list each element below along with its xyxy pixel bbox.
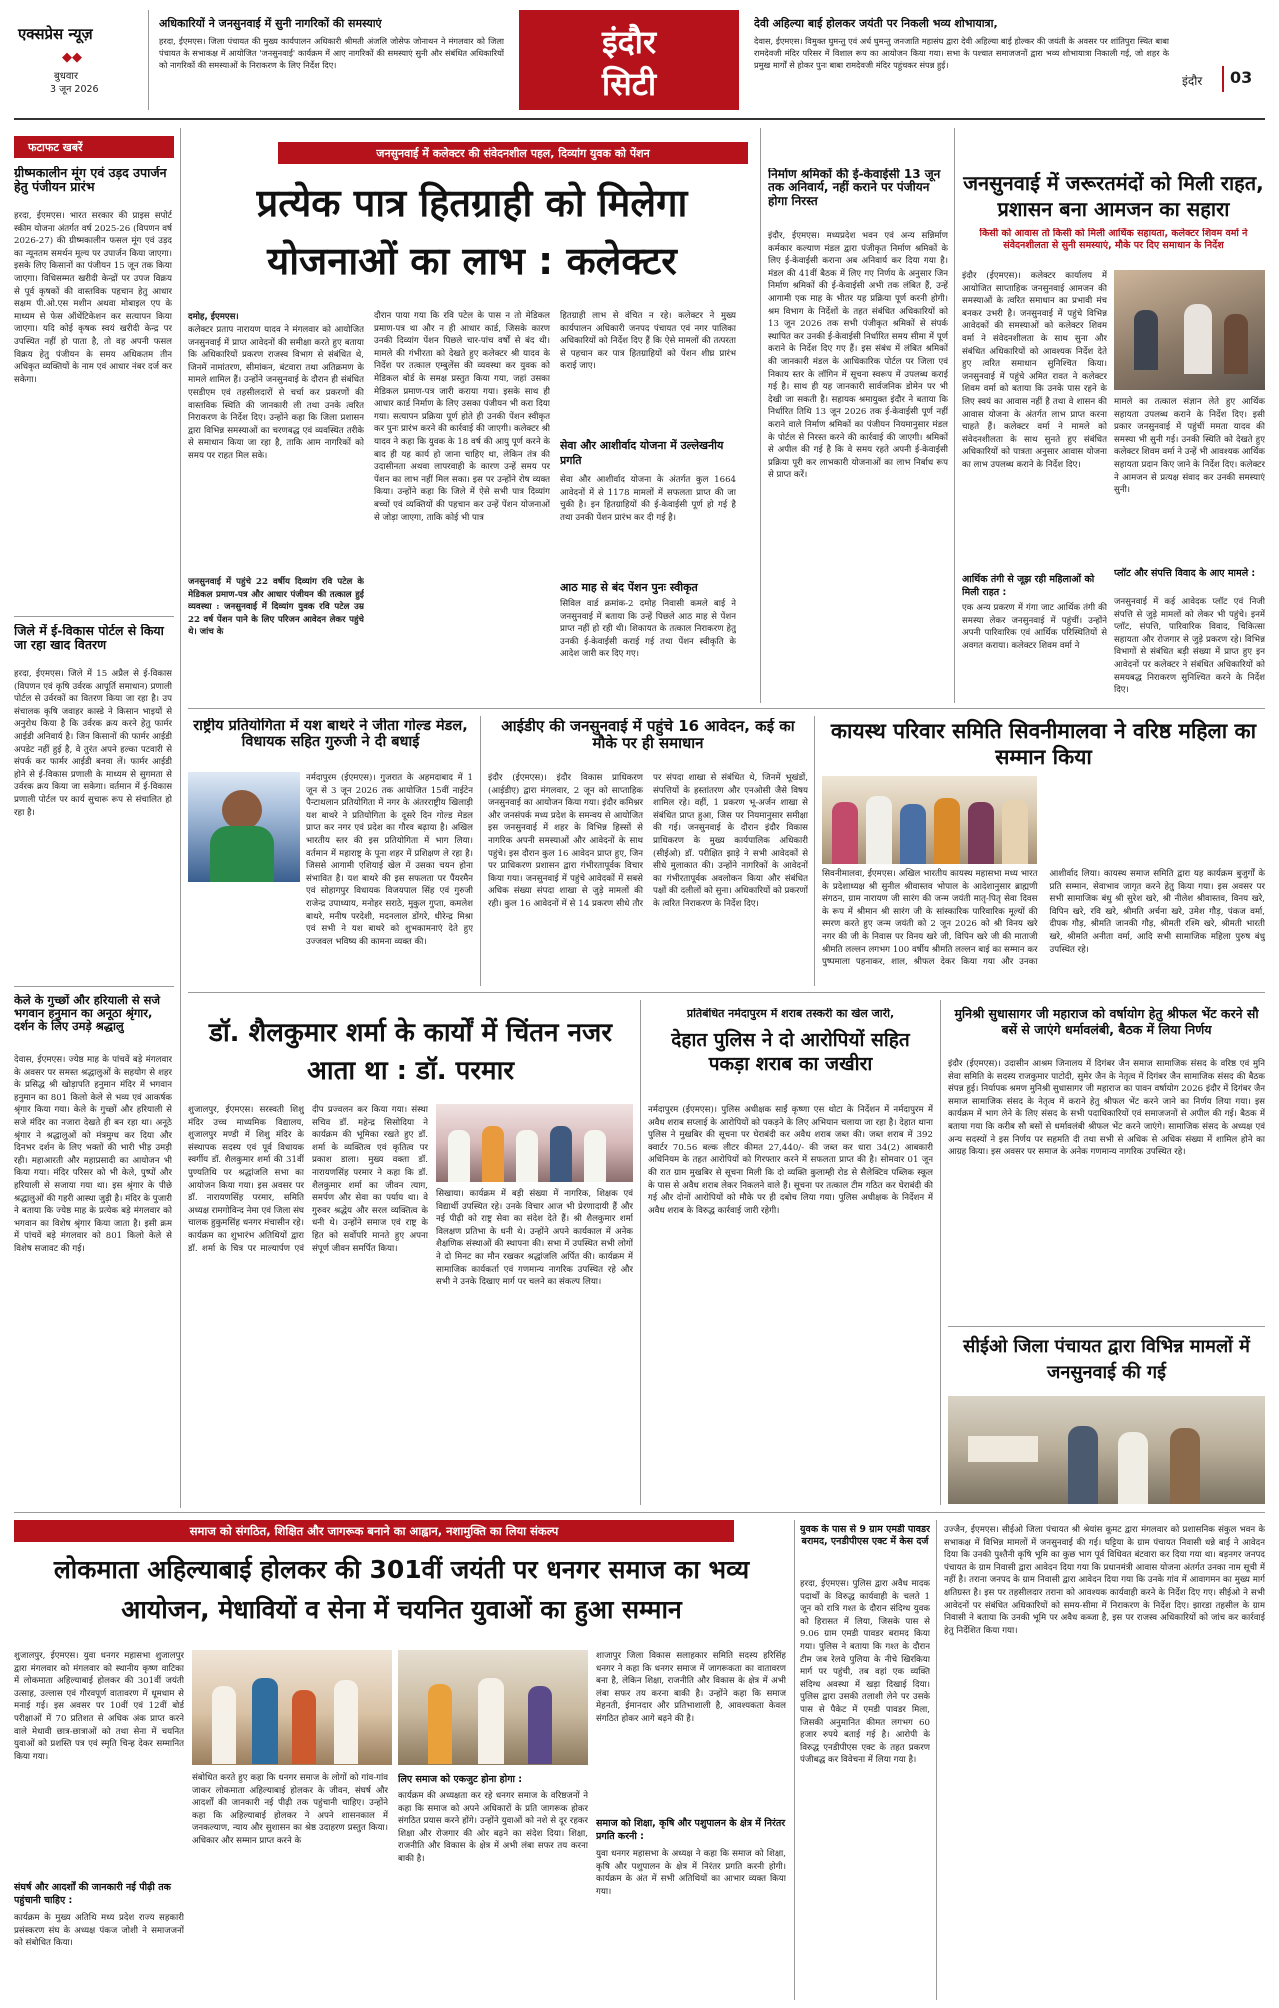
- bottom-col1-sub: संघर्ष और आदर्शों की जानकारी नई पीढ़ी तक पहुंचानी चाहिए :: [14, 1882, 171, 1906]
- paper-name: एक्सप्रेस न्यूज़: [18, 25, 93, 43]
- teaser-left: [159, 10, 504, 110]
- shail-headline: डॉ. शैलकुमार शर्मा के कार्यों में चिंतन नजर आता था : डॉ. परमार: [209, 1018, 612, 1086]
- lead-kicker: जनसुनवाई में कलेक्टर की संवेदनशील पहल, दिव्यांग युवक को पेंशन: [376, 147, 650, 160]
- lead-col1b: जनसुनवाई में पहुंचे 22 वर्षीय दिव्यांग रवि पटेल के मेडिकल प्रमाण-पत्र और आधार पंजीयन की तत्काल हुई व्यवस्था : जनसुनवाई में दिव्यांग युवक रवि पटेल उम्र 22 वर्ष पेंशन पाने के लिए परिजन आवेदन लेकर पहुंचे थे। जांच के: [188, 577, 364, 638]
- lead-col3: हितग्राही लाभ से वंचित न रहे। कलेक्टर ने मुख्य कार्यपालन अधिकारी जनपद पंचायत एवं नगर पालिका अधिकारियों को निर्देश दिए हैं कि ऐसे मामलों की तत्परता से पहचान कर पात्र हितग्राहियों को पेंशन शीघ्र प्रारंभ कराई जाए।: [560, 311, 736, 372]
- ceo-text: उज्जैन, ईएमएस। सीईओ जिला पंचायत श्री श्रेयांस कूमट द्वारा मंगलवार को प्रशासनिक संकुल भवन के सभाकक्ष में विभिन्न मामलों में जनसुनवाई की गई। घट्टिया के ग्राम पंचायत निवासी धन्ने बाई ने आवेदन दिया कि उनकी पुश्तैनी कृषि भूमि का कुछ भाग पूर्व विधिवत बंटवारा कर दिया गया था। बड़नगर जनपद पंचायत के ग्राम निवासी द्वारा आवेदन दिया गया कि प्रधानमंत्री आवास योजना अंतर्गत उनका नाम सूची में नहीं है। तराना जनपद के ग्राम निवासी द्वारा आवेदन दिया गया कि उनके गांव में आवागमन का मुख्य मार्ग क्षतिग्रस्त है। इस पर तहसीलदार तराना को आवश्यक कार्यवाही करने के निर्देश दिए गए। सीईओ ने सभी आवेदनों पर संबंधित अधिकारियों को समय-सीमा में निराकरण के निर्देश दिए। झारडा तहसील के ग्राम निवासी ने बताया कि उनकी भूमि पर अवैध कब्जा है, इस पर राजस्व अधिकारियों को जांच कर कार्रवाई हेतु निर्देशित किया गया।: [944, 1525, 1265, 1636]
- bottom-band-text: समाज को संगठित, शिक्षित और जागरूक बनाने का आह्वान, नशामुक्ति का लिया संकल्प: [189, 1524, 559, 1538]
- ida-text: इंदौर (ईएमएस)। इंदौर विकास प्राधिकरण (आईडीए) द्वारा मंगलवार, 2 जून को साप्ताहिक जनसुनवाई का आयोजन किया गया। इंदौर कमिश्नर और जनसंपर्क मध्य प्रदेश के समन्वय से आयोजित इस जनसुनवाई में शहर के विभिन्न हिस्सों से नागरिक अपनी समस्याओं और आवेदनों के साथ पहुंचे। इस दौरान कुल 16 आवेदन प्राप्त हुए, जिन पर प्राधिकरण प्रशासन द्वारा गंभीरतापूर्वक विचार किया गया। जनसुनवाई में पहुंचे आवेदकों में सबसे अधिक संख्या संपदा शाखा से जुड़े मामलों की रही। कुल 16 आवेदनों में से 14 प्रकरण सीधे तौर पर संपदा शाखा से संबंधित थे, जिनमें भूखंडों, संपत्तियों के हस्तांतरण और एनओसी जैसे विषय शामिल रहे। वहीं, 1 प्रकरण भू-अर्जन शाखा से संबंधित प्राप्त हुआ, जिस पर नियमानुसार समीक्षा की गई। जनसुनवाई के दौरान इंदौर विकास प्राधिकरण के मुख्य कार्यपालिक अधिकारी (सीईओ) डॉ. परीक्षित झाड़े ने सभी आवेदकों से सीधे मुलाकात की। उन्होंने नागरिकों के आवेदनों का गंभीरतापूर्वक अवलोकन किया और संबंधित पक्षों की दलीलों को सुना। अधिकारियों को प्रकरणों के त्वरित निराकरण के निर्देश दिए।: [488, 773, 808, 909]
- bottom-col1-sub-text: कार्यक्रम के मुख्य अतिथि मध्य प्रदेश राज्य सहकारी प्रसंस्करण संघ के अध्यक्ष पंकज जोशी ने समाजजनों को संबोधित किया।: [14, 1913, 184, 1949]
- lead-headline: प्रत्येक पात्र हितग्राही को मिलेगा योजनाओं का लाभ : कलेक्टर: [256, 181, 688, 283]
- gold-text: नर्मदापुरम (ईएमएस)। गुजरात के अहमदाबाद में 1 जून से 3 जून 2026 तक आयोजित 15वीं नाईटेन पैन्टाथलान प्रतियोगिता में नगर के अंतरराष्ट्रीय खिलाड़ी यश बाथरे ने प्रतियोगिता के दूसरे दिन गोल्ड मेडल प्राप्त कर नगर एवं प्रदेश का गौरव बढ़ाया है। अखिल भारतीय स्तर की इस प्रतियोगिता में भाग लिया। वर्तमान में महाराष्ट्र के पूना शहर में प्रशिक्षण ले रहा है। जिससे आगामी एशियाई खेल में उसका चयन होना संभावित है। यश बाथरे की इस सफलता पर पैंयरमैन एवं सोहागपुर विधायक विजयपाल सिंह एवं गुरुजी राजेन्द्र उपाध्याय, मनोहर सराठे, मुकुल गुप्ता, कमलेश बाथरे, मनीष परदेशी, मदनलाल डोंगरे, धीरेन्द्र मिश्रा एवं सभी ने यश बाथरे को शुभकामनाएं देते हुए उज्जवल भविष्य की कामना व्यक्त की।: [306, 773, 473, 947]
- left-story1-title: ग्रीष्मकालीन मूंग एवं उड़द उपार्जन हेतु पंजीयन प्रारंभ: [14, 166, 167, 194]
- kayastha-photo: [822, 776, 1037, 864]
- gold-headline: राष्ट्रीय प्रतियोगिता में यश बाथरे ने जीता गोल्ड मेडल, विधायक सहित गुरुजी ने दी बधाई: [193, 718, 468, 751]
- story-labour-ekyc: [768, 128, 948, 703]
- kayastha-headline: कायस्थ परिवार समिति सिवनीमालवा ने वरिष्ठ महिला का सम्मान किया: [830, 719, 1257, 769]
- liquor-headline: देहात पुलिस ने दो आरोपियों सहित पकड़ा शराब का जखीरा: [671, 1029, 910, 1075]
- story-shailkumar: [188, 1000, 633, 1505]
- lead-col3-sub1: सेवा और आशीर्वाद योजना में उल्लेखनीय प्रगति: [560, 439, 724, 467]
- lead-kicker-band: [278, 142, 748, 164]
- bottom-col2-text2: कार्यक्रम की अध्यक्षता कर रहे धनगर समाज के वरिष्ठजनों ने कहा कि समाज को अपने अधिकारों के प्रति जागरूक होकर संगठित प्रयास करने होंगे। उन्होंने युवाओं को नशे से दूर रहकर शिक्षा और रोजगार की ओर बढ़ने का संदेश दिया। शिक्षा, राजनीति और विकास के क्षेत्र में अभी लंबा सफर तय करना बाकी है।: [398, 1791, 588, 1864]
- masthead-left: [14, 10, 149, 110]
- hearing-text4: जनसुनवाई में कई आवेदक प्लॉट एवं निजी संपत्ति से जुड़े मामलों को लेकर भी पहुंचे। इनमें प्लॉट, संपत्ति, पारिवारिक विवाद, चिकित्सा सहायता और रोजगार से जुड़े प्रकरण रहे। विभिन्न विभागों से संबंधित बड़ी संख्या में प्राप्त हुए इन आवेदनों पर कलेक्टर ने संबंधित अधिकारियों को समयबद्ध निराकरण सुनिश्चित करने के निर्देश दिए।: [1114, 597, 1265, 696]
- diamond-icon: ◆◆: [62, 50, 82, 65]
- lead-col2: दौरान पाया गया कि रवि पटेल के पास न तो मेडिकल प्रमाण-पत्र था और न ही आधार कार्ड, जिसके कारण उनकी दिव्यांग पेंशन पिछले चार-पांच वर्षों से बंद थी। मामले की गंभीरता को देखते हुए कलेक्टर श्री यादव के निर्देश पर तत्काल एम्बुलेंस की व्यवस्था कर युवक को मेडिकल बोर्ड के समक्ष प्रस्तुत किया गया, जहां उसका मेडिकल प्रमाण-पत्र जारी कराया गया। इसके साथ ही आधार कार्ड निर्माण के लिए उसका पंजीयन भी करा दिया गया। सत्यापन प्रक्रिया पूर्ण होते ही उनकी पेंशन स्वीकृत कर पुनः प्रारंभ करने की कार्रवाई की जाएगी। कलेक्टर श्री यादव ने कहा कि युवक के 18 वर्ष की आयु पूर्ण करने के बाद ही यह कार्य हो जाना चाहिए था, लेकिन तंत्र की उदासीनता अथवा लापरवाही के कारण उन्हें समय पर पेंशन का लाभ नहीं मिल सका। इस पर उन्होंने रोष व्यक्त किया। उन्होंने कहा कि जिले में ऐसे सभी पात्र दिव्यांग बच्चों एवं व्यक्तियों की पहचान कर उन्हें पेंशन योजनाओं से जोड़ा जाएगा, ताकि कोई भी पात्र: [374, 311, 550, 523]
- hearing-sub1: आर्थिक तंगी से जूझ रही महिलाओं को मिली राहत :: [962, 574, 1095, 598]
- lead-dateline: दमोह, ईएमएस।: [188, 312, 239, 322]
- page-number: 03: [1230, 68, 1253, 87]
- hearing-sub2: प्लॉट और संपत्ति विवाद के आए मामले :: [1114, 568, 1256, 579]
- hearing-headline: जनसुनवाई में जरूरतमंदों को मिली राहत, प्रशासन बना आमजन का सहारा: [963, 171, 1264, 221]
- teaser-right-text: देवास, ईएमएस। विमुक्त घुमन्तु एवं अर्ध घुमन्तु जनजाति महासंघ द्वारा देवी अहिल्या बाई होल्कर की जयंती के अवसर पर शांतिपुरा स्थित बाबा रामदेवजी मंदिर परिसर में विशाल रूप का आयोजन किया गया। सभा के पश्चात समाजजनों द्वारा भव्य शोभायात्रा निकाली गई, जो शहर के प्रमुख मार्गों से होकर पुनः बाबा रामदेवजी मंदिर पहुंचकर संपन्न हुई।: [754, 36, 1169, 70]
- bottom-col2: संबोधित करते हुए कहा कि धनगर समाज के लोगों को गांव-गांव जाकर लोकमाता अहिल्याबाई होलकर के जीवन, संघर्ष और आदर्शों की जानकारी नई पीढ़ी तक पहुंचानी चाहिए। उन्होंने कहा कि अहिल्याबाई होलकर ने अपने शासनकाल में जनकल्याण, न्याय और सुशासन का श्रेष्ठ उदाहरण प्रस्तुत किया। अधिकार और सम्मान प्राप्त करने के: [192, 1773, 388, 1846]
- teaser-right-title: देवी अहिल्या बाई होलकर जयंती पर निकली भव्य शोभायात्रा,: [754, 17, 998, 30]
- teaser-left-text: हरदा, ईएमएस। जिला पंचायत की मुख्य कार्यपालन अधिकारी श्रीमती अंजलि जोसेफ जोनाथन ने मंगलवार को जिला पंचायत के सभाकक्ष में आयोजित 'जनसुनवाई' कार्यक्रम में आए नागरिकों की समस्याएं सुनी और संबंधित अधिकारियों को नागरिकों की समस्याओं के निराकरण के लिए निर्देश दिए।: [159, 36, 504, 70]
- police-text: हरदा, ईएमएस। पुलिस द्वारा अवैध मादक पदार्थों के विरुद्ध कार्यवाही के चलते 1 जून को रात्रि गश्त के दौरान संदिग्ध युवक को हिरासत में लिया, जिसके पास से 9.06 ग्राम एमडी पावडर बरामद किया गया। पुलिस ने बताया कि गश्त के दौरान टीम जब रेलवे पुलिया के नीचे खिरकिया मार्ग पर पहुंची, तब वहां एक व्यक्ति संदिग्ध अवस्था में खड़ा दिखाई दिया। पुलिस द्वारा उसकी तलाशी लेने पर उसके पास से पैकेट में एमडी पावडर मिला, जिसकी अनुमानित कीमत लगभग 60 हजार रुपये बताई गई है। आरोपी के विरुद्ध एनडीपीएस एक्ट के तहत प्रकरण पंजीबद्ध कर विवेचना में लिया गया है।: [800, 1579, 930, 1766]
- gold-photo: [188, 772, 300, 882]
- left-column: [14, 128, 174, 1508]
- masthead: [14, 10, 1265, 115]
- police-kicker: युवक के पास से 9 ग्राम एमडी पावडर बरामद, एनडीपीएस एक्ट में केस दर्ज: [800, 1524, 930, 1547]
- story-muni-sudhasagar: [948, 1000, 1265, 1505]
- bottom-col1: शुजालपुर, ईएमएस। युवा धनगर महासभा शुजालपुर द्वारा मंगलवार को मंगलवार को स्थानीय कृष्ण वाटिका में लोकमाता अहिल्याबाई होलकर की 301वीं जयंती उत्साह, उल्लास एवं गौरवपूर्ण वातावरण में धूमधाम से मनाई गई। इस अवसर पर 10वीं एवं 12वीं बोर्ड परीक्षाओं में 70 प्रतिशत से अधिक अंक प्राप्त करने वाले मेधावी छात्र-छात्राओं को तथा सेना में चयनित युवाओं को प्रशस्ति पत्र एवं स्मृति चिन्ह देकर सम्मानित किया गया।: [14, 1651, 184, 1762]
- muni-text: इंदौर (ईएमएस)। उदासीन आश्रम जिनालय में दिगंबर जैन समाज सामाजिक संसद के वरिष्ठ एवं मुनि सेवा समिति के सदस्य राजकुमार पाटोदी, सुमेर जैन के नेतृत्व में दिगंबर जैन सामाजिक संसद की बैठक संपन्न हुई। निर्यापक श्रमण मुनिश्री सुधासागर जी महाराज का पावन वर्षायोग 2026 इंदौर में दिगंबर जैन समाज सामाजिक संसद के नेतृत्व में कराने हेतु श्रीफल भेंट करने जाने का निर्णय लिया गया। इस कार्यक्रम में भाग लेने के लिए संसद के सभी पदाधिकारियों एवं समाजजनों से अपील की गई। बैठक में बताया गया कि करीब सौ बसों से धर्मावलंबी श्रीफल भेंट करने जाएंगे। सामाजिक संसद के अध्यक्ष एवं अन्य सदस्यों ने इस निर्णय पर सहमति दी तथा सभी से अधिक से अधिक संख्या में शामिल होने का आग्रह किया। इस अवसर पर समाज के अनेक गणमान्य नागरिक उपस्थित रहे।: [948, 1059, 1265, 1158]
- lead-col3-text2: सिविल वार्ड क्रमांक-2 दमोह निवासी कमले बाई ने जनसुनवाई में बताया कि उन्हें पिछले आठ माह से पेंशन प्राप्त नहीं हो रही थी। शिकायत के तत्काल निराकरण हेतु उनकी ई-केवाईसी कराई गई तथा पेंशन स्वीकृति के आदेश जारी कर दिए गए।: [560, 599, 736, 660]
- bottom-headline: लोकमाता अहिल्याबाई होलकर की 301वीं जयंती पर धनगर समाज का भव्य आयोजन, मेधावियों व सेना में चयनित युवाओं का हुआ सम्मान: [53, 1555, 750, 1624]
- ceo-headline: सीईओ जिला पंचायत द्वारा विभिन्न मामलों में जनसुनवाई की गई: [963, 1336, 1250, 1383]
- shail-text: शुजालपुर, ईएमएस। सरस्वती शिशु मंदिर उच्च माध्यमिक विद्यालय, शुजालपुर मण्डी में शिशु मंदिर के संस्थापक सदस्य एवं पूर्व विधायक स्वर्गीय डॉ. शैलकुमार शर्मा की 31वीं पुण्यतिथि पर श्रद्धांजलि सभा का आयोजन किया गया। इस अवसर पर डॉ. नारायणसिंह परमार, समिति अध्यक्ष रामगोविन्द नेमा एवं जिला संघ चालक हुकुमसिंह धनगर मंचासीन रहे। कार्यक्रम का शुभारंभ अतिथियों द्वारा डॉ. शर्मा के चित्र पर माल्यार्पण एवं दीप प्रज्वलन कर किया गया। संस्था सचिव डॉ. महेन्द्र सिसोदिया ने कार्यक्रम की भूमिका रखते हुए डॉ. शर्मा के व्यक्तित्व एवं कृतित्व पर प्रकाश डाला। मुख्य वक्ता डॉ. नारायणसिंह परमार ने कहा कि डॉ. शैलकुमार शर्मा का जीवन त्याग, समर्पण और सेवा का पर्याय था। वे गुरुवर श्रद्धेय और सरल व्यक्तित्व के धनी थे। उन्होंने समाज एवं राष्ट्र के हित को सर्वोपरि मानते हुए अपना संपूर्ण जीवन समर्पित किया।: [188, 1105, 428, 1254]
- story-ida-hearing: [488, 716, 808, 986]
- left-story3-title: केले के गुच्छों और हरियाली से सजे भगवान हनुमान का अनूठा श्रृंगार, दर्शन के लिए उमड़े श्रद्धालु: [14, 994, 160, 1033]
- issue-day: बुधवार: [54, 71, 79, 82]
- muni-headline: मुनिश्री सुधासागर जी महाराज को वर्षायोग हेतु श्रीफल भेंट करने सौ बसें से जाएंगे धर्मावलंबी, बैठक में लिया निर्णय: [954, 1006, 1259, 1037]
- left-story2-title: जिले में ई-विकास पोर्टल से किया जा रहा खाद वितरण: [14, 624, 164, 652]
- bottom-col3-text2: युवा धनगर महासभा के अध्यक्ष ने कहा कि समाज को शिक्षा, कृषि और पशुपालन के क्षेत्र में निरंतर प्रगति करनी होगी। कार्यक्रम के अंत में सभी अतिथियों का आभार व्यक्त किया गया।: [596, 1849, 786, 1897]
- left-story1-text: हरदा, ईएमएस। भारत सरकार की प्राइस सपोर्ट स्कीम योजना अंतर्गत वर्ष 2025-26 (विपणन वर्ष 2026-27) की ग्रीष्मकालीन फसल मूंग एवं उड़द का न्यूनतम समर्थन मूल्य पर उपार्जन किया जाएगा। इसके लिए किसानों का पंजीयन 15 जून तक किया जाएगा। विधिसम्मत खरीदी केन्द्रों पर उपज विक्रय से पूर्व कृषकों की वास्तविक पहचान हेतु आधार सक्षम पी.ओ.एस मशीन अथवा मोबाइल एप के माध्यम से फेस ऑथेंटिकेशन कर सत्यापन किया जाएगा। यदि कोई कृषक स्वयं खरीदी केन्द्र पर उपस्थित नहीं हो पाता है, तो वह अपनी फसल विक्रय हेतु पंजीयन के समय अधिकतम तीन अधिकृत व्यक्तियों के नाम एवं आधार नंबर दर्ज कर सकेगा।: [14, 211, 172, 385]
- hearing-deck: किसी को आवास तो किसी को मिली आर्थिक सहायता, कलेक्टर शिवम वर्मा ने संवेदनशीलता से सुनी समस्याएं, मौके पर दिए समाधान के निर्देश: [979, 228, 1248, 251]
- lead-col3-text1: सेवा और आशीर्वाद योजना के अंतर्गत कुल 1664 आवेदनों में से 1178 मामलों में सफलता प्राप्त की जा चुकी है। इन हितग्राहियों की ई-केवाईसी पूर्ण हो गई है तथा उनकी पेंशन प्रारंभ कर दी गई है।: [560, 475, 736, 523]
- hearing-text2: एक अन्य प्रकरण में गंगा जाट आर्थिक तंगी की समस्या लेकर जनसुनवाई में पहुंचीं। उन्होंने अपनी पारिवारिक एवं आर्थिक परिस्थितियों से अवगत कराया। कलेक्टर शिवम वर्मा ने: [962, 603, 1107, 651]
- story-ceo-hearing: [944, 1520, 1265, 2000]
- hearing-photo: [1114, 270, 1265, 390]
- liquor-kicker: प्रतिबंधित नर्मदापुरम में शराब तस्करी का खेल जारी,: [686, 1008, 895, 1020]
- lead-story: [188, 128, 753, 703]
- story-md-powder: [800, 1520, 930, 2000]
- section-tag-label: फटाफट खबरें: [28, 141, 83, 154]
- shail-photo: [436, 1104, 633, 1182]
- story-kayastha-samiti: [822, 716, 1265, 986]
- teaser-left-title: अधिकारियों ने जनसुनवाई में सुनी नागरिकों की समस्याएं: [159, 17, 382, 30]
- bottom-col2-sub: लिए समाज को एकजुट होना होगा :: [398, 1774, 523, 1785]
- left-story2-text: हरदा, ईएमएस। जिले में 15 अप्रैल से ई-विकास (विपणन एवं कृषि उर्वरक आपूर्ति समाधान) प्रणाली पोर्टल से उर्वरकों का वितरण किया जा रहा है। उप संचालक कृषि जवाहर कास्डे ने किसान भाइयों से अनुरोध किया है कि उर्वरक क्रय करने हेतु फार्मर आईडी अनिवार्य है। जिन किसानों की फार्मर आईडी अपडेट नहीं हुई है, वे तुरंत अपने हल्का पटवारी से संपर्क कर फार्मर आईडी बनवा लें। फार्मर आईडी होने से ई-विकास प्रणाली के माध्यम से सुगमता से उर्वरक क्रय किया जा सकेगा। वर्तमान में ई-विकास प्रणाली पोर्टल पर कार्य सुचारू रूप से संचालित हो रहा है।: [14, 669, 172, 818]
- ceo-photo: [948, 1396, 1265, 1504]
- city-title-line2: सिटी: [601, 65, 657, 103]
- labour-text: इंदौर, ईएमएस। मध्यप्रदेश भवन एवं अन्य सन्निर्माण कर्मकार कल्याण मंडल द्वारा पंजीकृत निर्माण श्रमिकों के लिए ई-केवाईसी कराना अब अनिवार्य कर दिया गया है। मंडल की 41वीं बैठक में लिए गए निर्णय के अनुसार जिन निर्माण श्रमिकों की ई-केवाईसी अभी तक लंबित हैं, उन्हें आगामी एक माह के भीतर यह प्रक्रिया पूर्ण करनी होगी। श्रम विभाग के निर्देशों के तहत संबंधित अधिकारियों को 13 जून 2026 तक सभी पंजीकृत श्रमिकों से संपर्क स्थापित कर उनकी ई-केवाईसी निर्धारित समय सीमा में पूर्ण कराने के निर्देश दिए गए हैं। इस संबंध में लंबित श्रमिकों की जानकारी मंडल के आधिकारिक पोर्टल पर जिला एवं निकाय स्तर के लॉगिन में सूचना स्वरूप में उपलब्ध कराई गई है। साथ ही यह जानकारी सार्वजनिक डोमेन पर भी देखी जा सकती है। सहायक श्रमायुक्त इंदौर ने बताया कि निर्धारित तिथि 13 जून 2026 तक ई-केवाईसी पूर्ण नहीं कराने वाले निर्माण श्रमिकों का पंजीयन नियमानुसार मंडल के पोर्टल से निरस्त करने की कार्रवाई की जाएगी। श्रमिकों से अपील की गई है कि वे समय रहते अपनी ई-केवाईसी प्रक्रिया पूरी कर लाभकारी योजनाओं का लाभ निर्बाध रूप से प्राप्त करें।: [768, 231, 948, 481]
- ida-headline: आईडीए की जनसुनवाई में पहुंचे 16 आवेदन, कई का मौके पर ही समाधान: [501, 718, 795, 752]
- bottom-col3-sub: समाज को शिक्षा, कृषि और पशुपालन के क्षेत्र में निरंतर प्रगति करनी :: [596, 1818, 786, 1842]
- page-number-box: [1222, 66, 1258, 92]
- lead-col3-sub2: आठ माह से बंद पेंशन पुनः स्वीकृत: [560, 581, 698, 594]
- section-tag: [14, 136, 174, 158]
- bottom-col3: शाजापुर जिला विकास सलाहकार समिति सदस्य हरिसिंह धनगर ने कहा कि धनगर समाज में जागरूकता का वातावरण बना है, लेकिन शिक्षा, राजनीति और विकास के क्षेत्र में अभी लंबा सफर तय करना बाकी है। उन्होंने कहा कि समाज मेहनती, ईमानदार और प्रतिभाशाली है, आवश्यकता केवल संगठित होकर आगे बढ़ने की है।: [596, 1651, 786, 1724]
- story-collector-hearing: [962, 128, 1265, 703]
- hearing-text1: इंदौर (ईएमएस)। कलेक्टर कार्यालय में आयोजित साप्ताहिक जनसुनवाई आमजन की समस्याओं के त्वरित समाधान का प्रभावी मंच बनकर उभरी है। जनसुनवाई में पहुंचे विभिन्न आवेदकों की समस्याओं को कलेक्टर शिवम वर्मा ने संवेदनशीलता के साथ सुना और संबंधित अधिकारियों को आवश्यक निर्देश देते हुए त्वरित समाधान सुनिश्चित किया। जनसुनवाई में पहुंचे अमित रावत ने कलेक्टर शिवम वर्मा को बताया कि उनके पास रहने के लिए स्वयं का आवास नहीं है तथा वे शासन की आवास योजना के अंतर्गत लाभ प्राप्त करना चाहते हैं। कलेक्टर वर्मा ने मामले को संवेदनशीलता के साथ सुनते हुए संबंधित अधिकारियों को पात्रता अनुसार आवास योजना का लाभ उपलब्ध कराने के निर्देश दिए।: [962, 271, 1107, 470]
- labour-headline: निर्माण श्रमिकों की ई-केवाईसी 13 जून तक अनिवार्य, नहीं कराने पर पंजीयन होगा निरस्त: [768, 168, 941, 208]
- bottom-photo-2: [398, 1650, 588, 1765]
- bottom-band: [14, 1520, 734, 1542]
- hearing-text3: मामले का तत्काल संज्ञान लेते हुए आर्थिक सहायता उपलब्ध कराने के निर्देश दिए। इसी प्रकार जनसुनवाई में पहुंचीं ममता यादव की समस्या भी सुनी गई। उनकी स्थिति को देखते हुए कलेक्टर शिवम वर्मा ने उन्हें भी आवश्यक आर्थिक सहायता प्रदान किए जाने के निर्देश दिए। कलेक्टर ने आमजन से प्रत्यक्ष संवाद कर उनकी समस्याएं सुनी।: [1114, 397, 1265, 496]
- city-title-line1: इंदौर: [601, 23, 657, 61]
- issue-date: 3 जून 2026: [50, 84, 99, 95]
- page-city: इंदौर: [1182, 74, 1203, 88]
- story-liquor-seizure: [648, 1000, 933, 1505]
- kayastha-text: सिवनीमालवा, ईएमएस। अखिल भारतीय कायस्थ महासभा मध्य भारत के प्रदेशाध्यक्ष श्री सुनील श्रीवास्तव भोपाल के आदेशानुसार ब्राह्मणी संगठन, ग्राम नारायण जी सारंग की जन्म जयंती मातृ-पितृ सेवा दिवस के रूप में श्रीमान श्री सारंग जी के सांस्कारिक पारिवारिक मूल्यों की स्मरण करते हुए जन्म जयंती को 2 जून 2026 को श्री विनय खरे नगर की जी के निवास पर विनय खरे जी, विपिन खरे जी की माताजी श्रीमति लल्लन लगभग 100 वर्षीय श्रीमति लल्लन बाई का सम्मान कर पुष्पमाला पहनाकर, शाल, श्रीफल देकर किया गया और उनका आशीर्वाद लिया। कायस्थ समाज समिति द्वारा यह कार्यक्रम बुजुर्गों के प्रति सम्मान, सेवाभाव जागृत करने हेतु किया गया। इस अवसर पर सभी सामाजिक बंधु श्री सुरेश खरे, श्री नीलेश श्रीवास्तव, विनय खरे, विपिन खरे, रवि खरे, श्रीमति अर्चना खरे, उमेश गौड़, पंकज वर्मा, दीपक गौड़, श्रीमति जानकी गौड़, श्रीमती रश्मि खरे, श्रीमती भारती खरे, श्रीमति अनीता वर्मा, आदि सभी सामाजिक महिला पुरुष बंधु उपस्थित रहे।: [822, 869, 1265, 968]
- story-gold-medal: [188, 716, 473, 986]
- left-story3-text: देवास, ईएमएस। ज्येष्ठ माह के पांचवें बड़े मंगलवार के अवसर पर समस्त श्रद्धालुओं के सहयोग से शहर के प्रसिद्ध श्री खोड़ापति हनुमान मंदिर में भगवान हनुमान का 801 किलो केले से भव्य एवं आकर्षक श्रृंगार किया गया। केले के गुच्छों और हरियाली से सजे मंदिर का नजारा देखते ही बन रहा था। अनूठे श्रृंगार ने श्रद्धालुओं को मंत्रमुग्ध कर दिया और दिनभर दर्शन के लिए भक्तों की भारी भीड़ उमड़ी रही। महाआरती और महाप्रसादी का आयोजन भी किया गया। मंदिर परिसर को भी केले, पुष्पों और हरियाली से सजाया गया था। इस श्रृंगार के पीछे श्रद्धालुओं की गहरी आस्था जुड़ी है। मंदिर के पुजारी ने बताया कि ज्येष्ठ माह के प्रत्येक बड़े मंगलवार को भगवान का विशेष श्रृंगार किया जाता है। इसी क्रम में पांचवें बड़े मंगलवार को 801 किलो केले से विशेष सजावट की गई।: [14, 1055, 172, 1254]
- lead-col1: कलेक्टर प्रताप नारायण यादव ने मंगलवार को आयोजित जनसुनवाई में प्राप्त आवेदनों की समीक्षा करते हुए बताया कि अधिकारियों प्रकरण राजस्व विभाग से संबंधित थे, जिनमें नामांतरण, सीमांकन, बंटवारा तथा अतिक्रमण के मामले शामिल हैं। उन्होंने जनसुनवाई के दौरान ही संबंधित एसडीएम एवं तहसीलदारों से चर्चा कर प्रकरणों की वास्तविक स्थिति की जानकारी ली तथा उनके त्वरित निराकरण के निर्देश दिए। उन्होंने कहा कि जिला प्रशासन द्वारा विभिन्न समस्याओं का चरणबद्ध एवं व्यवस्थित तरीके से समाधान किया जा रहा है, ताकि आम नागरिकों को समय पर राहत मिल सके।: [188, 325, 364, 461]
- bottom-photo-1: [192, 1650, 392, 1765]
- shail-text2: सिखाया। कार्यक्रम में बड़ी संख्या में नागरिक, शिक्षक एवं विद्यार्थी उपस्थित रहे। उनके विचार आज भी प्रेरणादायी हैं और नई पीढ़ी को राष्ट्र सेवा का संदेश देते हैं। श्री शैलकुमार शर्मा विलक्षण प्रतिभा के धनी थे। उन्होंने अपने कार्यकाल में अनेक शैक्षणिक संस्थाओं की स्थापना की। सभा में उपस्थित सभी लोगों ने दो मिनट का मौन रखकर श्रद्धांजलि अर्पित की। कार्यक्रम में सामाजिक कार्यकर्ता एवं गणमान्य नागरिक उपस्थित रहे और सभी ने उनके दिखाए मार्ग पर चलने का संकल्प लिया।: [436, 1189, 633, 1288]
- teaser-right: [754, 10, 1169, 110]
- liquor-text: नर्मदापुरम (ईएमएस)। पुलिस अधीक्षक साईं कृष्णा एस थोटा के निर्देशन में नर्मदापुरम में अवैध शराब सप्लाई के आरोपियों को पकड़ने के लिए अभियान चलाया जा रहा है। देहात थाना पुलिस ने मुखबिर की सूचना पर घेराबंदी कर अवैध शराब जब्त की। जब्त शराब में 392 क्वार्टर 70.56 बल्क लीटर कीमत 27,440/- की जब्त कर धारा 34(2) आबकारी अधिनियम के तहत आरोपियों को गिरफ्तार करने में सफलता प्राप्त की है। सोमवार 01 जून की रात ग्राम मुखबिर से सूचना मिली कि दो व्यक्ति कुलाम्ही रोड से सैलेक्टिव पब्लिक स्कूल के पास से अवैध शराब लेकर निकलने वाले हैं। सूचना पर तत्काल टीम गठित कर घेराबंदी की गई और दोनों आरोपियों को मौके पर ही दबोच लिया गया। पुलिस अधीक्षक के निर्देशन में अवैध शराब के विरुद्ध कार्रवाई जारी रहेगी।: [648, 1105, 933, 1216]
- city-title-block: [519, 10, 739, 110]
